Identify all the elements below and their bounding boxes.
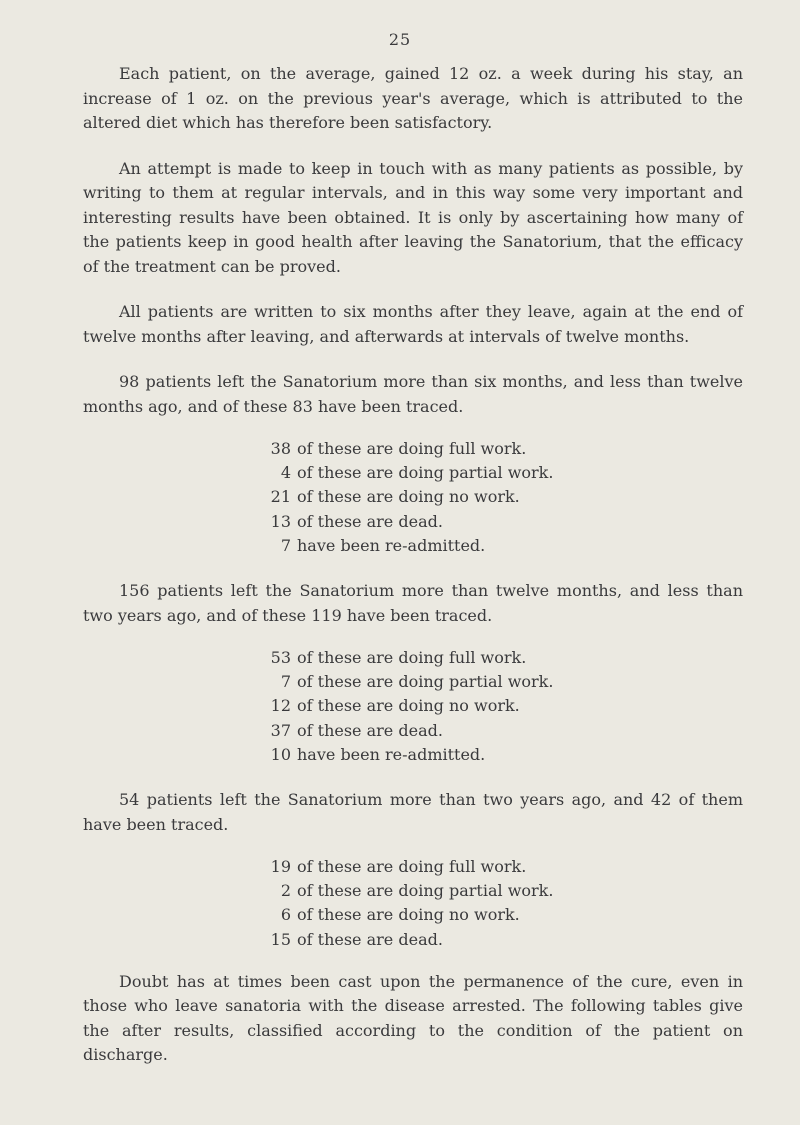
stat-count: 19 (270, 857, 291, 877)
stat-row (83, 646, 743, 670)
stat-text: of these are doing full work. (297, 857, 527, 877)
stats-list-over-two-years (83, 855, 743, 952)
stat-text: of these are doing full work. (297, 648, 527, 668)
stat-row (83, 694, 743, 718)
stat-row (83, 719, 743, 743)
stat-count: 7 (280, 672, 291, 692)
stat-row (83, 928, 743, 952)
stat-row (83, 461, 743, 485)
paragraph-permanence-of-cure: Doubt has at times been cast upon the permanence of the cure, even in those who leave sanatoria with the disease arrested. The following tables give the after results, classified according to the condition of the patient on discharge. (83, 971, 743, 1065)
stats-list-one-to-two-years (83, 646, 743, 767)
stat-text: of these are doing partial work. (297, 672, 554, 692)
stat-count: 12 (270, 696, 291, 716)
stat-row (83, 510, 743, 534)
stat-row (83, 743, 743, 767)
stat-count: 2 (280, 881, 291, 901)
stat-row (83, 534, 743, 558)
stat-row (83, 855, 743, 879)
stat-row (83, 879, 743, 903)
stat-count: 37 (270, 720, 291, 740)
stat-count: 38 (270, 439, 291, 458)
stat-text: of these are dead. (297, 929, 443, 949)
stat-row (83, 485, 743, 509)
stat-count: 13 (270, 511, 291, 531)
stat-count: 53 (270, 648, 291, 668)
stat-text: have been re-admitted. (297, 744, 486, 764)
stat-count: 15 (270, 929, 291, 949)
stat-text: of these are doing partial work. (297, 881, 554, 901)
stat-text: have been re-admitted. (297, 535, 486, 555)
stat-text: of these are doing no work. (297, 487, 520, 507)
stat-count: 4 (280, 463, 291, 483)
stats-list-six-to-twelve-months (83, 437, 743, 558)
stat-text: of these are dead. (297, 720, 443, 740)
paragraph-weight-gain: Each patient, on the average, gained 12 oz. a week during his stay, an increase of 1 oz. on the previous year's average, which is attributed to the altered diet which has therefore been satisfactory. (83, 64, 743, 132)
paragraph-six-to-twelve-months: 98 patients left the Sanatorium more than six months, and less than twelve months ago, and of these 83 have been traced. (83, 372, 743, 416)
stat-row (83, 437, 743, 461)
stat-row (83, 903, 743, 927)
paragraph-over-two-years: 54 patients left the Sanatorium more than two years ago, and 42 of them have been traced. (83, 790, 743, 834)
stat-text: of these are doing no work. (297, 696, 520, 716)
stat-text: of these are dead. (297, 511, 443, 531)
stat-text: of these are doing full work. (297, 439, 527, 458)
stat-text: of these are doing no work. (297, 905, 520, 925)
stat-count: 10 (270, 744, 291, 764)
paragraph-follow-up-contact: An attempt is made to keep in touch with as many patients as possible, by writing to them at regular intervals, and in this way some very important and interesting results have been obtained. It is only by ascertaining how many of the patients keep in good health after leaving the Sanatorium, that the efficacy of the treatment can be proved. (83, 158, 743, 276)
page-number: 25 (388, 30, 412, 49)
stat-count: 7 (280, 535, 291, 555)
page-body (83, 62, 743, 1068)
stat-row (83, 670, 743, 694)
paragraph-letter-schedule: All patients are written to six months after they leave, again at the end of twelve months after leaving, and afterwards at intervals of twelve months. (83, 302, 743, 346)
stat-count: 6 (280, 905, 291, 925)
stat-count: 21 (270, 487, 291, 507)
stat-text: of these are doing partial work. (297, 463, 554, 483)
paragraph-one-to-two-years: 156 patients left the Sanatorium more than twelve months, and less than two years ago, and of these 119 have been traced. (83, 581, 743, 625)
